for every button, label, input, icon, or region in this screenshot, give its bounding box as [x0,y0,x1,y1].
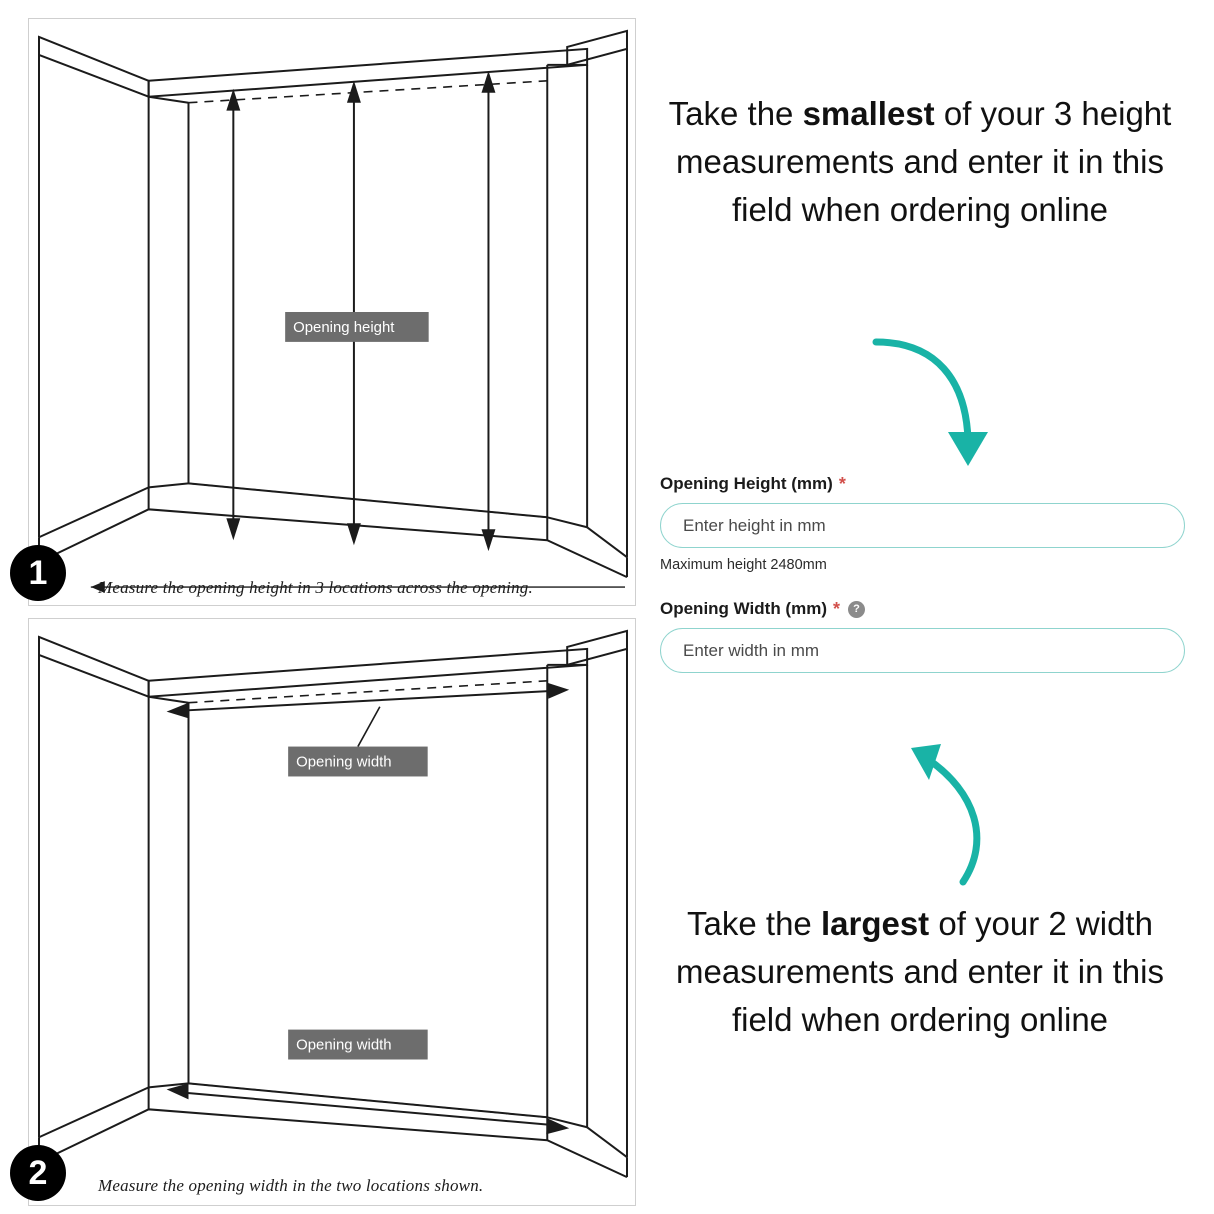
step-badge-2: 2 [10,1145,66,1201]
opening-width-label-text: Opening Width (mm) [660,599,827,618]
opening-height-required-marker: * [838,474,846,494]
opening-height-label-text: Opening Height (mm) [660,474,833,493]
opening-height-label [660,474,1185,494]
diagram-opening-width [28,618,636,1206]
instruction-text-width [655,900,1185,1044]
dimension-label-height: Opening height [293,318,395,336]
diagram-1-caption: Measure the opening height in 3 locations across the opening. [98,578,533,597]
opening-width-required-marker: * [833,599,841,619]
measurement-diagrams [28,18,638,1198]
instruction-text-height [655,90,1185,234]
instruction-width-before: Take the [687,905,821,942]
measurement-form [660,474,1185,673]
instruction-width-emphasis: largest [820,905,930,942]
opening-height-hint: Maximum height 2480mm [660,557,827,573]
instruction-height-before: Take the [668,95,803,132]
diagram-opening-height [28,18,636,606]
instruction-width-after: of your 2 width measurements and enter it in this field when ordering online [676,905,1164,1038]
dimension-label-width-bottom: Opening width [296,1036,392,1054]
curved-arrow-up-icon [885,730,1015,890]
help-question-icon[interactable]: ? [848,601,865,618]
opening-width-label [660,599,1185,619]
instructions-and-form [655,0,1195,1214]
diagram-2-caption: Measure the opening width in the two locations shown. [98,1176,484,1195]
opening-height-input[interactable] [660,503,1185,548]
instruction-height-emphasis: smallest [802,95,935,132]
step-badge-1: 1 [10,545,66,601]
opening-width-input[interactable] [660,628,1185,673]
dimension-label-width-top: Opening width [296,753,392,771]
instruction-height-after: of your 3 height measurements and enter it in this field when ordering online [676,95,1172,228]
curved-arrow-down-icon [870,336,1000,476]
